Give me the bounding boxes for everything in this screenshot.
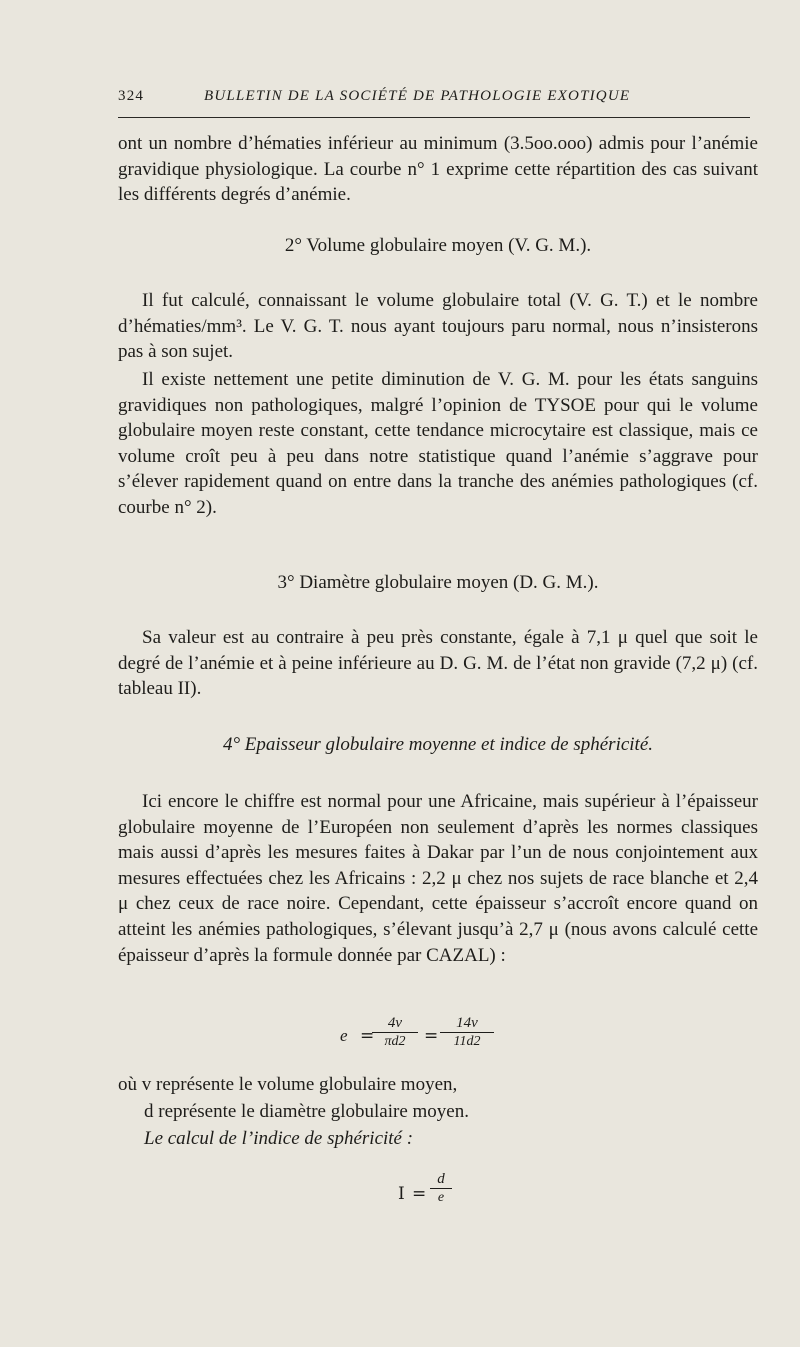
formula2-lhs: I — [398, 1184, 405, 1204]
running-title: BULLETIN DE LA SOCIÉTÉ DE PATHOLOGIE EXOTIQUE — [204, 88, 631, 104]
fraction-2 — [440, 1014, 494, 1051]
fraction-3-denominator: e — [437, 1190, 445, 1205]
fraction-1-numerator: 4v — [372, 1014, 418, 1033]
page-number: 324 — [118, 88, 145, 104]
paragraph-5: Ici encore le chiffre est normal pour une Africaine, mais supérieur à l’épaisseur globulaire moyenne de l’Européen non seulement d’après les normes classiques mais aussi d’après les mesures faites à Dakar par l’un de nous conjointement aux mesures effectuées chez les Africains : 2,2 μ chez nos sujets de race blanche et 2,4 μ chez ceux de race noire. Cependant, cette épaisseur s’accroît encore quand on atteint les anémies pathologiques, s’élevant jusqu’à 2,7 μ (nous avons calculé cette épaisseur d’après la formule donnée par CAZAL) : — [118, 791, 758, 966]
fraction-1-denominator: πd2 — [384, 1034, 406, 1049]
header-rule — [118, 117, 750, 118]
fraction-3-numerator: d — [430, 1170, 452, 1189]
sphericity-intro: Le calcul de l’indice de sphéricité : — [144, 1128, 414, 1149]
definition-line-d: d représente le diamètre globulaire moyen. — [144, 1101, 469, 1122]
fraction-1 — [372, 1014, 418, 1051]
formula-lhs: e — [340, 1026, 348, 1045]
fraction-3 — [430, 1170, 452, 1207]
fraction-2-denominator: 11d2 — [453, 1034, 481, 1049]
formula-equals-2: = — [424, 1026, 439, 1046]
section-heading-3: 3° Diamètre globulaire moyen (D. G. M.). — [277, 572, 599, 593]
section-heading-4: 4° Epaisseur globulaire moyenne et indice de sphéricité. — [222, 734, 654, 755]
formula2-equals: = — [412, 1184, 427, 1204]
section-heading-2: 2° Volume globulaire moyen (V. G. M.). — [284, 235, 592, 256]
fraction-2-numerator: 14v — [440, 1014, 494, 1033]
paragraph-4: Sa valeur est au contraire à peu près constante, égale à 7,1 μ quel que soit le degré de l’anémie et à peine inférieure au D. G. M. de l’état non gravide (7,2 μ) (cf. tableau II). — [118, 627, 758, 700]
running-header — [118, 88, 752, 105]
paragraph-2: Il fut calculé, connaissant le volume globulaire total (V. G. T.) et le nombre d’hématies/mm³. Le V. G. T. nous ayant toujours paru normal, nous n’insisterons pas à son sujet. — [118, 290, 758, 363]
paragraph-1: ont un nombre d’hématies inférieur au minimum (3.5oo.ooo) admis pour l’anémie gravidique physiologique. La courbe n° 1 exprime cette répartition des cas suivant les différents degrés d’anémie. — [118, 133, 758, 206]
definition-line-v: où v représente le volume globulaire moyen, — [118, 1074, 458, 1095]
formula-equals-1: = — [360, 1026, 375, 1046]
paragraph-3: Il existe nettement une petite diminution de V. G. M. pour les états sanguins gravidiques non pathologiques, malgré l’opinion de TYSOE pour qui le volume globulaire moyen reste constant, cette tendance microcytaire est classique, mais ce volume croît peu à peu dans notre statistique quand l’anémie s’aggrave pour s’élever rapidement quand on entre dans la tranche des anémies pathologiques (cf. courbe n° 2). — [118, 369, 758, 518]
